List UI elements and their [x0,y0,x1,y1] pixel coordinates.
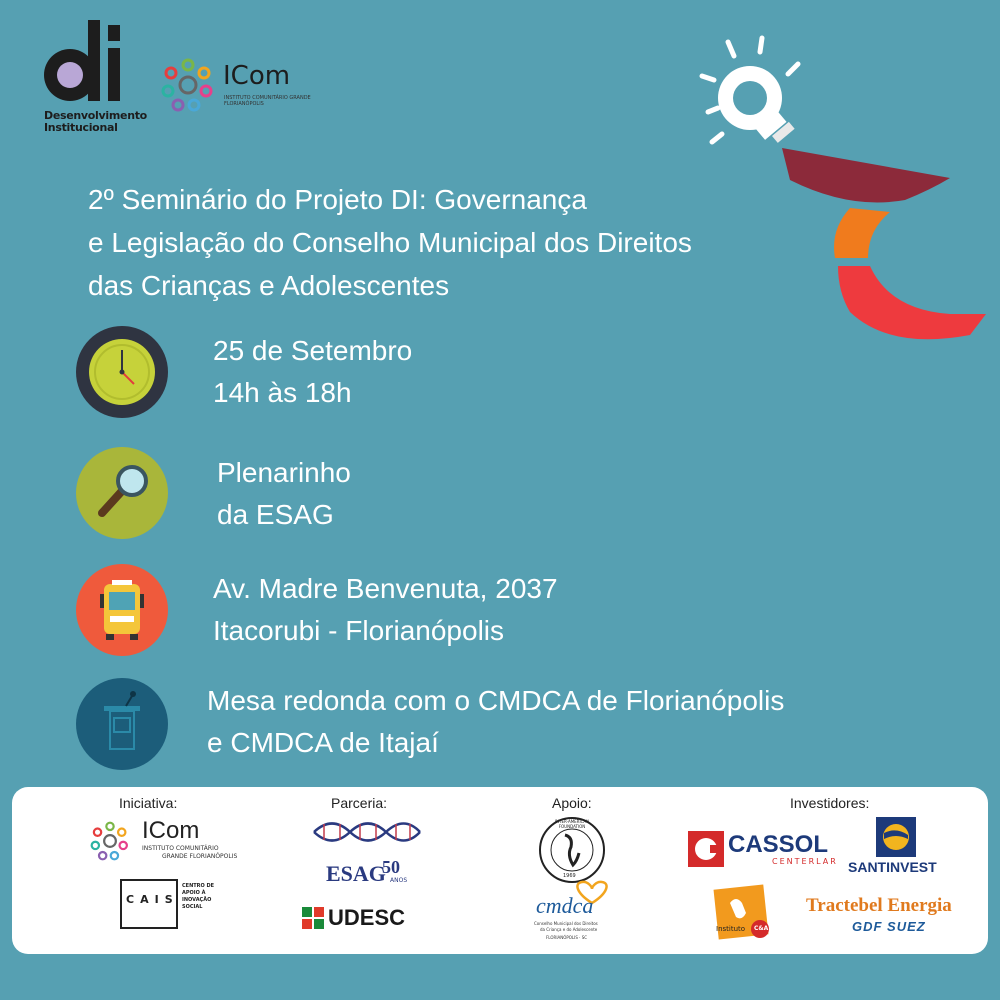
cais-letter-s: S [164,893,179,906]
ca-text: C&A [754,925,769,932]
esag-50-logo [326,857,426,889]
address-city: Itacorubi - Florianópolis [213,615,505,646]
cassol-text: CASSOL [728,831,829,858]
gdf-suez-text: GDF SUEZ [852,919,926,934]
roundtable-line1: Mesa redonda com o CMDCA de Florianópolis [207,685,785,716]
cais-subtitle: CENTRO DE APOIO À INOVAÇÃO SOCIAL [182,883,215,910]
label-investidores: Investidores: [790,795,870,811]
cmdca-logo [530,879,630,943]
roundtable-text [207,680,784,764]
iaf-text: INTER-AMERICAN FOUNDATION [554,819,590,829]
cmdca-sub3: FLORIANÓPOLIS · SC [546,935,588,940]
icom-footer-sub2: GRANDE FLORIANÓPOLIS [162,853,238,860]
cassol-logo [688,831,838,871]
di-logo-mark [40,20,130,110]
udesc-text: UDESC [328,905,406,930]
event-date: 25 de Setembro [213,335,413,366]
bulb-icon [718,66,795,143]
event-title-line3: das Crianças e Adolescentes [88,270,450,301]
icom-logo [158,55,328,115]
address-text [213,568,558,652]
udesc-logo [302,905,432,931]
cmdca-text: cmdca [536,893,594,918]
venue-name: Plenarinho [217,457,351,488]
venue-place: da ESAG [217,499,334,530]
event-title-line2: e Legislação do Conselho Municipal dos Direitos [88,227,692,258]
roundtable-line2: e CMDCA de Itajaí [207,727,439,758]
cais-letter-c: C [126,893,141,906]
label-iniciativa: Iniciativa: [119,795,178,811]
iaf-year: 1969 [563,873,576,879]
esag-word: ESAG [326,861,386,886]
esag-50: 50 [382,857,400,877]
icom-footer-sub1: INSTITUTO COMUNITÁRIO [142,845,219,852]
event-time: 14h às 18h [213,377,352,408]
venue-text [217,452,351,536]
tractebel-text: Tractebel Energia [806,895,952,916]
address-street: Av. Madre Benvenuta, 2037 [213,573,558,604]
event-title [88,178,828,307]
cais-box [120,879,178,929]
sponsors-panel [12,787,988,954]
icom-footer-name: ICom [142,817,200,844]
udesc-mark-icon [302,907,324,929]
esag-anos: ANOS [390,877,408,884]
iaf-seal-logo [537,815,607,885]
icom-name: ICom [223,61,291,91]
di-logo [40,20,147,140]
santinvest-text: SANTINVEST [848,859,937,875]
cais-letters [126,893,179,906]
esag-dna-logo [312,815,422,849]
clock-icon [76,326,168,418]
cais-letter-a: A [140,893,155,906]
instituto-text: Instituto [716,925,746,933]
cmdca-sub1: Conselho Municipal dos Direitos [534,921,598,926]
instituto-ca-logo [712,883,774,945]
santinvest-globe-icon [876,817,916,857]
label-apoio: Apoio: [552,795,592,811]
icom-footer-flower-icon [88,819,132,863]
santinvest-logo [848,817,948,881]
bulb-red-arc [838,266,986,339]
icom-subtitle: INSTITUTO COMUNITÁRIO GRANDE FLORIANÓPOLIS [224,95,311,107]
icom-footer-logo [88,817,238,865]
date-time-text [213,330,412,414]
di-logo-subtitle: Desenvolvimento Institucional [44,109,147,134]
bulb-orange-arc [834,208,890,258]
cassol-sub: CENTERLAR [772,857,838,866]
cmdca-sub2: da Criança e do Adolescente [540,927,598,932]
tractebel-logo [806,895,966,939]
event-title-line1: 2º Seminário do Projeto DI: Governança [88,184,587,215]
bus-icon [76,564,168,656]
icom-flower-icon [158,55,218,115]
cais-logo [120,879,240,929]
cassol-mark [688,831,724,867]
cais-letter-i: I [154,893,165,906]
podium-icon [76,678,168,770]
magnifier-icon [76,447,168,539]
label-parceria: Parceria: [331,795,388,811]
